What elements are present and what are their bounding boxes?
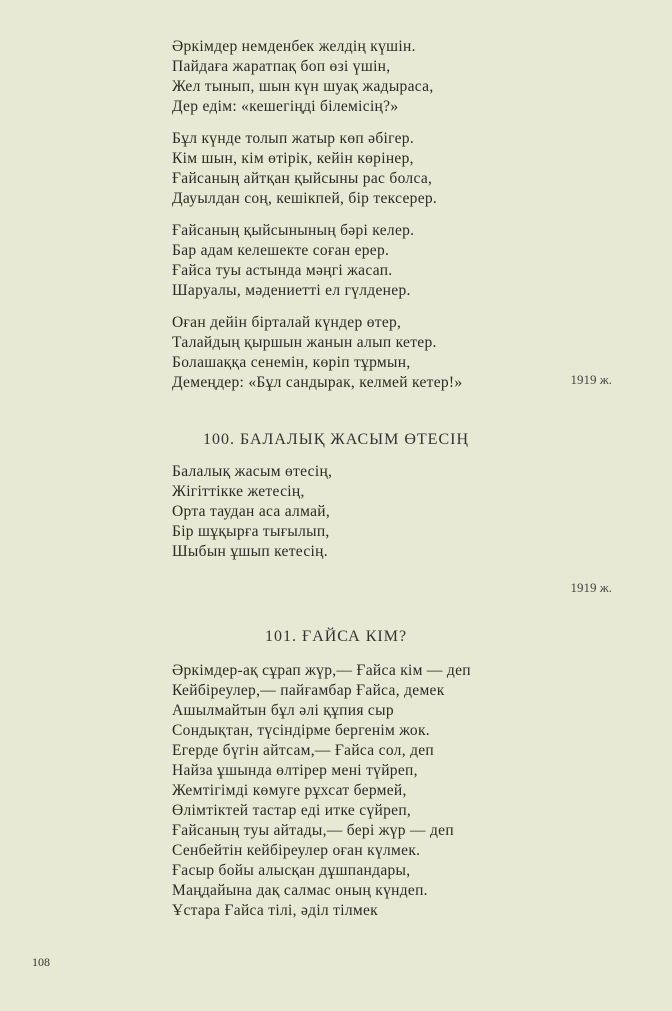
- verse-line: Демеңдер: «Бұл сандырак, келмей кетер!»: [172, 374, 463, 391]
- poem-100: [172, 462, 332, 562]
- verse-line: Шаруалы, мәдениетті ел гүлденер.: [172, 282, 411, 299]
- verse-line: Ғасыр бойы алысқан дұшпандары,: [172, 862, 411, 879]
- verse-line: Орта таудан аса алмай,: [172, 503, 331, 520]
- poem-date: 1919 ж.: [570, 580, 612, 595]
- stanza: [172, 37, 462, 117]
- verse-line: Бір шұқырға тығылып,: [172, 523, 330, 540]
- verse-line: Бар адам келешекте соған ерер.: [172, 242, 390, 259]
- verse-line: Шыбын ұшып кетесің.: [172, 543, 328, 560]
- stanza: [172, 313, 462, 393]
- poem-date: 1919 ж.: [570, 372, 612, 387]
- verse-line: Сондықтан, түсіндірме бергенім жок.: [172, 722, 430, 739]
- verse-line: Маңдайына дақ салмас оның күндеп.: [172, 882, 428, 899]
- verse-line: Балалық жасым өтесің,: [172, 463, 333, 480]
- verse-line: Ғайсаның туы айтады,— бері жүр — деп: [172, 822, 454, 839]
- verse-line: Кім шын, кім өтірік, кейін көрінер,: [172, 150, 414, 167]
- verse-line: Талайдың қыршын жанын алып кетер.: [172, 334, 437, 351]
- verse-line: Егерде бүгін айтсам,— Ғайса сол, деп: [172, 742, 435, 759]
- verse-line: Дер едім: «кешегіңді білемісің?»: [172, 98, 399, 115]
- stanza: [172, 129, 462, 209]
- poem-title: 100. БАЛАЛЫҚ ЖАСЫМ ӨТЕСІҢ: [202, 431, 469, 448]
- verse-line: Әркімдер немденбек желдің күшін.: [172, 38, 416, 55]
- verse-line: Дауылдан соң, кешікпей, бір тексерер.: [172, 190, 438, 207]
- verse-line: Болашаққа сенемін, көріп тұрмын,: [172, 354, 411, 371]
- verse-line: Жемтігімді көмуге рұхсат бермей,: [172, 782, 407, 799]
- verse-line: Жігіттікке жетесің,: [172, 483, 305, 500]
- page-number: 108: [32, 955, 50, 969]
- verse-line: Ғайса туы астында мәңгі жасап.: [172, 262, 393, 279]
- poem-99-continued: [172, 37, 462, 405]
- verse-line: Ғайсаның айтқан қыйсыны рас болса,: [172, 170, 433, 187]
- verse-line: Оған дейін бірталай күндер өтер,: [172, 314, 402, 331]
- verse-line: Ғайсаның қыйсынының бәрі келер.: [172, 222, 415, 239]
- verse-line: Пайдаға жаратпақ боп өзі үшін,: [172, 58, 391, 75]
- poem-101: [172, 661, 471, 921]
- verse-line: Әркімдер-ақ сұрап жүр,— Ғайса кім — деп: [172, 662, 471, 679]
- verse-line: Ұстара Ғайса тілі, әділ тілмек: [172, 902, 378, 919]
- verse-line: Ашылмайтын бұл әлі құпия сыр: [172, 702, 394, 719]
- verse-line: Найза ұшында өлтірер мені түйреп,: [172, 762, 418, 779]
- verse-line: Бұл күнде толып жатыр көп әбігер.: [172, 130, 414, 147]
- verse-line: Сенбейтін кейбіреулер оған күлмек.: [172, 842, 421, 859]
- poem-title: 101. ҒАЙСА КІМ?: [264, 628, 408, 645]
- verse-line: Өлімтіктей тастар еді итке сүйреп,: [172, 802, 412, 819]
- verse-line: Жел тынып, шын күн шуақ жадыраса,: [172, 78, 434, 95]
- verse-line: Кейбіреулер,— пайғамбар Ғайса, демек: [172, 682, 445, 699]
- stanza: [172, 221, 462, 301]
